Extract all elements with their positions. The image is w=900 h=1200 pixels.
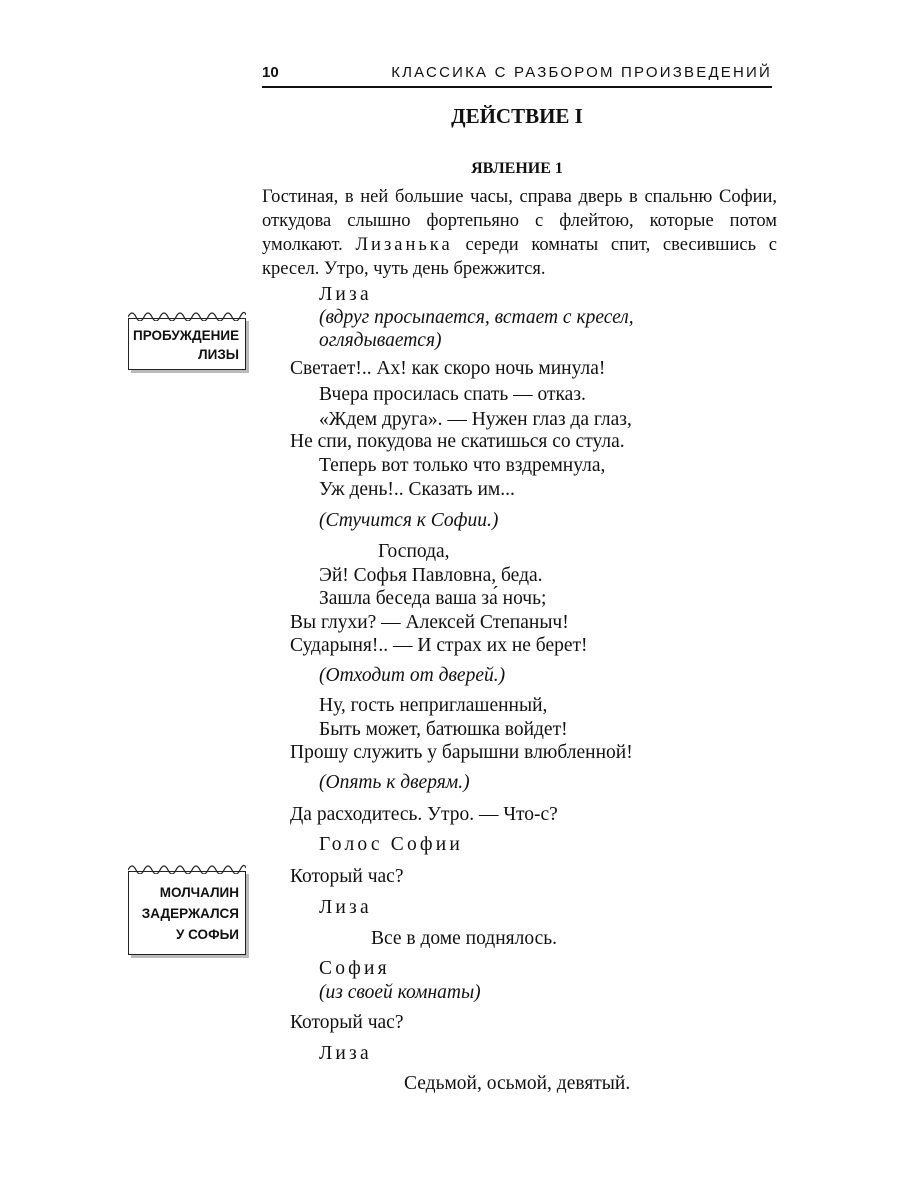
stage-remark: (из своей комнаты) xyxy=(319,982,481,1003)
stage-remark: оглядывается) xyxy=(319,330,442,351)
torn-edge-icon xyxy=(128,858,246,874)
margin-note-line: ПРОБУЖДЕНИЕ xyxy=(133,328,240,343)
speaker-name: София xyxy=(319,958,390,979)
margin-note-line: МОЛЧАЛИН xyxy=(159,885,239,900)
running-title: КЛАССИКА С РАЗБОРОМ ПРОИЗВЕДЕНИЙ xyxy=(391,64,772,81)
verse-line: Ну, гость неприглашенный, xyxy=(319,695,548,716)
stage-remark: (Опять к дверям.) xyxy=(319,772,470,793)
verse-line: Теперь вот только что вздремнула, xyxy=(319,455,606,476)
stage-remark: (Стучится к Софии.) xyxy=(319,510,499,531)
verse-line: Уж день!.. Сказать им... xyxy=(319,479,515,500)
margin-note-line: У СОФЬИ xyxy=(176,927,239,942)
torn-edge-icon xyxy=(128,305,246,321)
verse-line: Зашла беседа ваша за́ ночь; xyxy=(319,588,547,609)
verse-line: Эй! Софья Павловна, беда. xyxy=(319,565,543,586)
verse-line: Сударыня!.. — И страх их не берет! xyxy=(290,635,588,656)
scene-title: ЯВЛЕНИЕ 1 xyxy=(471,160,563,177)
margin-note-line: ЛИЗЫ xyxy=(198,347,239,362)
verse-line: Вы глухи? — Алексей Степаныч! xyxy=(290,612,569,633)
verse-line: Прошу служить у барышни влюбленной! xyxy=(290,742,633,763)
verse-line: Который час? xyxy=(290,1012,404,1033)
verse-line: Не спи, покудова не скатишься со стула. xyxy=(290,431,625,452)
margin-note-line: ЗАДЕРЖАЛСЯ xyxy=(141,906,239,921)
verse-line: Седьмой, осьмой, девятый. xyxy=(404,1073,631,1094)
verse-line: Да расходитесь. Утро. — Что-с? xyxy=(290,804,558,825)
margin-note-molchalin xyxy=(128,871,246,955)
verse-line: Господа, xyxy=(378,541,450,562)
stage-direction-text: Гостиная, в ней большие часы, справа дверь в спальню Софии, откудова слышно фортепьяно с флейтою, которые потом умолкают. xyxy=(262,187,777,255)
character-name: Лизанька xyxy=(355,235,453,255)
act-title: ДЕЙСТВИЕ I xyxy=(451,104,583,128)
stage-remark: (вдруг просыпается, встает с кресел, xyxy=(319,307,634,328)
verse-line: Все в доме поднялось. xyxy=(371,928,558,949)
verse-line: Вчера просилась спать — отказ. xyxy=(319,384,586,405)
speaker-name: Лиза xyxy=(319,897,372,918)
verse-line: Быть может, батюшка войдет! xyxy=(319,719,568,740)
stage-remark: (Отходит от дверей.) xyxy=(319,665,506,686)
verse-line: Светает!.. Ах! как скоро ночь минула! xyxy=(290,358,606,379)
page-number: 10 xyxy=(262,64,279,81)
verse-line: «Ждем друга». — Нужен глаз да глаз, xyxy=(319,409,632,430)
verse-line: Который час? xyxy=(290,866,404,887)
stage-direction xyxy=(262,185,777,281)
stage-direction-text-2: середи комнаты спит, свесившись с кресел. Утро, чуть день брежжится. xyxy=(262,235,777,279)
margin-note-awakening xyxy=(128,318,246,370)
speaker-name: Лиза xyxy=(319,284,372,305)
speaker-name: Голос Софии xyxy=(319,834,464,855)
speaker-name: Лиза xyxy=(319,1043,372,1064)
running-header xyxy=(262,62,772,88)
